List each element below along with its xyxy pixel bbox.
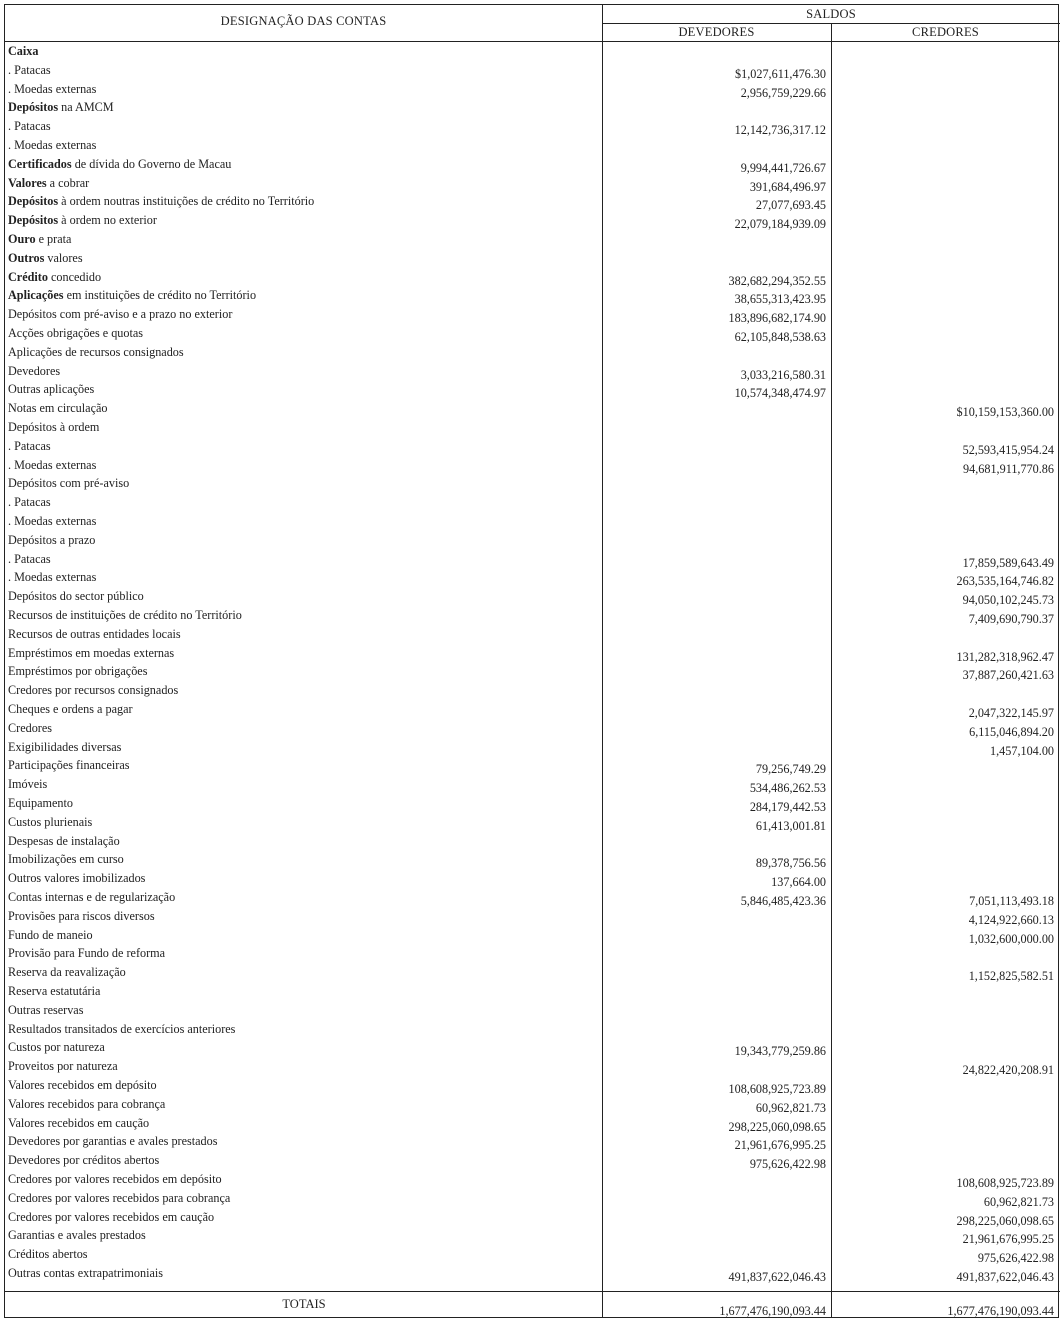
account-name	[8, 815, 92, 830]
account-name	[8, 646, 174, 661]
account-name-rest: Proveitos por natureza	[8, 1059, 118, 1074]
account-name-rest: Créditos abertos	[8, 1247, 88, 1262]
table-row	[5, 1076, 1060, 1095]
account-name-rest: Depósitos com pré-aviso	[8, 476, 130, 491]
table-row	[5, 474, 1060, 493]
account-name	[8, 1134, 217, 1149]
table-row	[5, 644, 1060, 663]
account-name-bold: Depósitos	[8, 194, 59, 209]
account-name-rest: Depósitos do sector público	[8, 589, 144, 604]
account-name-rest: Depósitos à ordem	[8, 420, 100, 434]
table-row	[5, 587, 1060, 606]
account-name	[8, 119, 51, 134]
account-name-rest: Valores recebidos em caução	[8, 1115, 150, 1130]
account-name-rest: . Patacas	[8, 62, 51, 77]
table-row	[5, 869, 1060, 888]
account-name-bold: Caixa	[8, 44, 39, 58]
account-name-rest: Credores por valores recebidos em caução	[8, 1209, 215, 1224]
credores-value: 24,822,420,208.91	[962, 1063, 1054, 1078]
account-name	[8, 1022, 235, 1037]
account-name	[8, 570, 96, 585]
devedores-value: 975,626,422.98	[749, 1157, 826, 1172]
account-name	[8, 1097, 165, 1112]
account-name-rest: concedido	[47, 269, 102, 284]
table-row	[5, 42, 1060, 61]
table-row	[5, 1264, 1060, 1283]
table-row	[5, 568, 1060, 587]
account-name-rest: Custos plurienais	[8, 814, 93, 829]
account-name	[8, 420, 99, 435]
table-row	[5, 456, 1060, 475]
account-name-rest: Garantias e avales prestados	[8, 1228, 146, 1243]
devedores-value: 491,837,622,046.43	[728, 1270, 826, 1284]
account-name	[8, 758, 129, 773]
account-name	[8, 1247, 88, 1262]
account-name	[8, 1228, 146, 1243]
table-row	[5, 1132, 1060, 1151]
credores-value: 108,608,925,723.89	[956, 1176, 1054, 1190]
credores-value: 4,124,922,660.13	[968, 912, 1054, 927]
account-name	[8, 834, 120, 849]
credores-value: 7,409,690,790.37	[968, 612, 1054, 626]
account-name	[8, 1059, 118, 1074]
account-name-rest: Acções obrigações e quotas	[8, 326, 144, 340]
balance-sheet-table	[4, 4, 1059, 1318]
account-name-rest: e prata	[35, 232, 72, 246]
account-name-rest: de dívida do Governo de Macau	[71, 156, 232, 171]
account-name-bold: Depósitos	[8, 213, 59, 228]
account-name	[8, 270, 101, 285]
header-divider-saldos	[602, 23, 1060, 24]
header-designacao: DESIGNAÇÃO DAS CONTAS	[220, 14, 387, 28]
account-name	[8, 176, 89, 191]
credores-value: 21,961,676,995.25	[962, 1232, 1054, 1247]
account-name	[8, 909, 155, 924]
table-row	[5, 1095, 1060, 1114]
account-name-rest: valores	[44, 250, 83, 265]
account-name-rest: Custos por natureza	[8, 1040, 105, 1055]
account-name-rest: Exigibilidades diversas	[8, 739, 122, 754]
table-row	[5, 1057, 1060, 1076]
account-name-rest: Valores recebidos em depósito	[8, 1078, 157, 1092]
table-row	[5, 211, 1060, 230]
account-name-rest: Resultados transitados de exercícios anteriores	[8, 1021, 236, 1036]
account-name-rest: Aplicações de recursos consignados	[8, 344, 184, 359]
account-name-rest: Notas em circulação	[8, 401, 108, 416]
account-name-rest: à ordem no exterior	[58, 213, 157, 228]
credores-value: $10,159,153,360.00	[956, 405, 1054, 420]
devedores-value: 298,225,060,098.65	[728, 1119, 826, 1134]
table-row	[5, 249, 1060, 268]
account-name	[8, 495, 51, 510]
account-name	[8, 608, 242, 623]
credores-value: 131,282,318,962.47	[956, 649, 1054, 664]
table-row	[5, 1245, 1060, 1264]
devedores-value: 61,413,001.81	[755, 818, 826, 833]
account-name-rest: Empréstimos por obrigações	[8, 664, 148, 679]
table-row	[5, 907, 1060, 926]
table-row	[5, 305, 1060, 324]
table-row	[5, 117, 1060, 136]
table-row	[5, 174, 1060, 193]
account-name	[8, 533, 95, 548]
devedores-value: 60,962,821.73	[755, 1100, 826, 1115]
account-name-rest: em instituições de crédito no Território	[63, 288, 257, 303]
totals-devedores: 1,677,476,190,093.44	[719, 1304, 826, 1318]
account-name-bold: Certificados	[8, 156, 72, 171]
account-name	[8, 514, 96, 529]
account-name-bold: Depósitos	[8, 100, 59, 115]
table-row	[5, 155, 1060, 174]
table-row	[5, 437, 1060, 456]
table-row	[5, 756, 1060, 775]
table-row	[5, 531, 1060, 550]
account-name-rest: Devedores	[8, 363, 61, 378]
table-row	[5, 1151, 1060, 1170]
account-name	[8, 627, 181, 642]
account-name	[8, 288, 256, 303]
table-row	[5, 324, 1060, 343]
table-row	[5, 418, 1060, 437]
account-name	[8, 928, 93, 943]
credores-value: 1,457,104.00	[990, 743, 1054, 758]
account-name-bold: Aplicações	[8, 288, 64, 303]
table-row	[5, 362, 1060, 381]
account-name	[8, 439, 51, 454]
account-name-rest: Credores por valores recebidos para cobrança	[8, 1190, 231, 1205]
table-row	[5, 1020, 1060, 1039]
account-name-rest: Cheques e ordens a pagar	[8, 702, 133, 716]
credores-value: 17,859,589,643.49	[962, 555, 1054, 570]
account-name-rest: Credores por valores recebidos em depósito	[8, 1172, 222, 1186]
account-name-rest: . Moedas externas	[8, 457, 97, 472]
table-row	[5, 888, 1060, 907]
devedores-value: 79,256,749.29	[755, 762, 826, 777]
totals-label: TOTAIS	[282, 1297, 326, 1311]
account-name-rest: Recursos de outras entidades locais	[8, 626, 181, 641]
table-row	[5, 136, 1060, 155]
account-name	[8, 946, 165, 961]
account-name	[8, 796, 73, 811]
table-row	[5, 512, 1060, 531]
account-name-rest: . Patacas	[8, 119, 51, 134]
table-row	[5, 738, 1060, 757]
table-row	[5, 61, 1060, 80]
account-name-rest: Valores recebidos para cobrança	[8, 1096, 166, 1111]
table-row	[5, 1226, 1060, 1245]
table-row	[5, 343, 1060, 362]
table-row	[5, 550, 1060, 569]
account-name-rest: a cobrar	[46, 175, 90, 190]
account-name-rest: . Patacas	[8, 551, 51, 566]
account-name	[8, 777, 47, 792]
account-name-rest: Depósitos a prazo	[8, 532, 96, 547]
table-row	[5, 1208, 1060, 1227]
devedores-value: 284,179,442.53	[749, 800, 826, 814]
devedores-value: 62,105,848,538.63	[734, 330, 826, 344]
header-devedores: DEVEDORES	[678, 25, 755, 39]
account-name	[8, 984, 100, 999]
account-name	[8, 1078, 157, 1093]
devedores-value: 534,486,262.53	[749, 781, 826, 796]
account-name-rest: Outros valores imobilizados	[8, 871, 146, 886]
devedores-value: 2,956,759,229.66	[740, 85, 826, 100]
table-row	[5, 982, 1060, 1001]
account-name	[8, 721, 52, 736]
account-name	[8, 740, 121, 755]
account-name	[8, 364, 60, 379]
devedores-value: 108,608,925,723.89	[728, 1082, 826, 1096]
credores-value: 263,535,164,746.82	[956, 574, 1054, 589]
devedores-value: 183,896,682,174.90	[728, 311, 826, 326]
table-row	[5, 1001, 1060, 1020]
account-name	[8, 401, 107, 416]
account-name-bold: Outros	[8, 250, 45, 265]
account-name	[8, 63, 51, 78]
account-name	[8, 683, 178, 698]
account-name-rest: . Patacas	[8, 438, 51, 453]
account-name-rest: Depósitos com pré-aviso e a prazo no exterior	[8, 307, 233, 322]
account-name	[8, 307, 232, 322]
account-name-bold: Valores	[8, 175, 47, 190]
devedores-value: 391,684,496.97	[749, 179, 826, 194]
account-name-bold: Crédito	[8, 269, 48, 284]
table-row	[5, 1038, 1060, 1057]
table-row	[5, 625, 1060, 644]
table-row	[5, 1114, 1060, 1133]
account-name	[8, 852, 124, 867]
table-row	[5, 775, 1060, 794]
devedores-value: 12,142,736,317.12	[734, 123, 826, 138]
credores-value: 94,050,102,245.73	[962, 593, 1054, 608]
table-row	[5, 963, 1060, 982]
table-row	[5, 399, 1060, 418]
table-row	[5, 230, 1060, 249]
account-name	[8, 1116, 149, 1131]
table-row	[5, 662, 1060, 681]
table-row	[5, 286, 1060, 305]
credores-value: 37,887,260,421.63	[962, 668, 1054, 683]
account-name-rest: Credores	[8, 720, 52, 735]
account-name-rest: Contas internas e de regularização	[8, 890, 176, 904]
account-name-rest: Participações financeiras	[8, 758, 130, 773]
account-name	[8, 1040, 105, 1055]
header-saldos: SALDOS	[806, 7, 856, 21]
account-name	[8, 345, 184, 360]
account-name-rest: Despesas de instalação	[8, 833, 120, 848]
account-name-bold: Ouro	[8, 232, 36, 246]
totals-credores: 1,677,476,190,093.44	[947, 1304, 1054, 1318]
account-name-rest: à ordem noutras instituições de crédito no Território	[58, 194, 315, 209]
devedores-value: 22,079,184,939.09	[734, 217, 826, 232]
devedores-value: 3,033,216,580.31	[740, 367, 826, 382]
table-row	[5, 832, 1060, 851]
account-name-rest: Fundo de maneio	[8, 927, 93, 942]
account-name	[8, 1191, 230, 1206]
account-name	[8, 1210, 214, 1225]
account-name	[8, 458, 96, 473]
table-row	[5, 80, 1060, 99]
credores-value: 6,115,046,894.20	[969, 724, 1054, 739]
account-name-rest: na AMCM	[58, 100, 114, 115]
account-name	[8, 1153, 159, 1168]
account-name-rest: Outras contas extrapatrimoniais	[8, 1266, 164, 1280]
account-name-rest: Devedores por garantias e avales prestados	[8, 1134, 218, 1149]
credores-value: 60,962,821.73	[983, 1194, 1054, 1209]
account-name-rest: . Moedas externas	[8, 514, 97, 528]
account-name	[8, 194, 314, 209]
account-name	[8, 100, 114, 115]
account-name-rest: Empréstimos em moedas externas	[8, 645, 175, 660]
devedores-value: 5,846,485,423.36	[740, 894, 826, 908]
table-row	[5, 268, 1060, 287]
devedores-value: 89,378,756.56	[755, 856, 826, 871]
account-name-rest: Outras reservas	[8, 1002, 84, 1017]
account-name-rest: Recursos de instituições de crédito no Território	[8, 608, 242, 622]
table-row	[5, 98, 1060, 117]
credores-value: 1,152,825,582.51	[968, 969, 1054, 984]
account-name-rest: Equipamento	[8, 796, 73, 810]
account-name	[8, 382, 94, 397]
devedores-value: 137,664.00	[771, 875, 826, 890]
table-row	[5, 606, 1060, 625]
account-name-rest: Provisões para riscos diversos	[8, 908, 155, 923]
devedores-value: 38,655,313,423.95	[734, 292, 826, 307]
account-name-rest: Credores por recursos consignados	[8, 683, 179, 698]
header-credores: CREDORES	[912, 25, 979, 39]
account-name	[8, 476, 129, 491]
devedores-value: 9,994,441,726.67	[740, 160, 826, 175]
table-row	[5, 813, 1060, 832]
account-name	[8, 157, 231, 172]
account-name	[8, 589, 144, 604]
table-row	[5, 1170, 1060, 1189]
table-row	[5, 493, 1060, 512]
table-row	[5, 681, 1060, 700]
table-row	[5, 1189, 1060, 1208]
account-name-rest: . Patacas	[8, 495, 51, 510]
account-name-rest: Provisão para Fundo de reforma	[8, 946, 166, 961]
devedores-value: $1,027,611,476.30	[735, 66, 826, 81]
account-name	[8, 1003, 83, 1018]
account-name-rest: Imóveis	[8, 777, 48, 792]
table-row	[5, 794, 1060, 813]
totals-top-line	[5, 1291, 1060, 1292]
table-row	[5, 850, 1060, 869]
account-name	[8, 82, 96, 97]
account-name-rest: . Moedas externas	[8, 138, 97, 152]
account-name	[8, 138, 96, 153]
account-name	[8, 871, 145, 886]
account-name	[8, 1266, 163, 1281]
account-name	[8, 890, 175, 905]
account-name	[8, 44, 38, 59]
devedores-value: 10,574,348,474.97	[734, 386, 826, 401]
credores-value: 491,837,622,046.43	[956, 1270, 1054, 1284]
account-name	[8, 326, 143, 341]
account-name	[8, 965, 126, 980]
account-name-rest: Reserva da reavalização	[8, 965, 126, 980]
devedores-value: 382,682,294,352.55	[728, 273, 826, 288]
account-name	[8, 213, 157, 228]
table-row	[5, 719, 1060, 738]
account-name-rest: Outras aplicações	[8, 382, 95, 397]
account-name-rest: Reserva estatutária	[8, 984, 101, 998]
account-name-rest: Devedores por créditos abertos	[8, 1153, 160, 1168]
account-name	[8, 664, 147, 679]
credores-value: 94,681,911,770.86	[963, 461, 1054, 476]
credores-value: 52,593,415,954.24	[962, 442, 1054, 457]
table-row	[5, 700, 1060, 719]
account-name	[8, 251, 83, 266]
devedores-value: 21,961,676,995.25	[734, 1138, 826, 1153]
table-row	[5, 192, 1060, 211]
table-row	[5, 926, 1060, 945]
devedores-value: 19,343,779,259.86	[734, 1044, 826, 1059]
credores-value: 975,626,422.98	[977, 1251, 1054, 1266]
credores-value: 298,225,060,098.65	[956, 1213, 1054, 1228]
devedores-value: 27,077,693.45	[755, 198, 826, 213]
account-name	[8, 232, 71, 247]
credores-value: 7,051,113,493.18	[969, 894, 1054, 908]
table-row	[5, 380, 1060, 399]
account-name-rest: . Moedas externas	[8, 81, 97, 96]
account-name	[8, 1172, 222, 1187]
account-name-rest: Imobilizações em curso	[8, 852, 124, 867]
credores-value: 2,047,322,145.97	[968, 706, 1054, 720]
account-name	[8, 552, 51, 567]
table-row	[5, 944, 1060, 963]
account-name	[8, 702, 133, 717]
account-name-rest: . Moedas externas	[8, 570, 97, 585]
credores-value: 1,032,600,000.00	[968, 931, 1054, 946]
